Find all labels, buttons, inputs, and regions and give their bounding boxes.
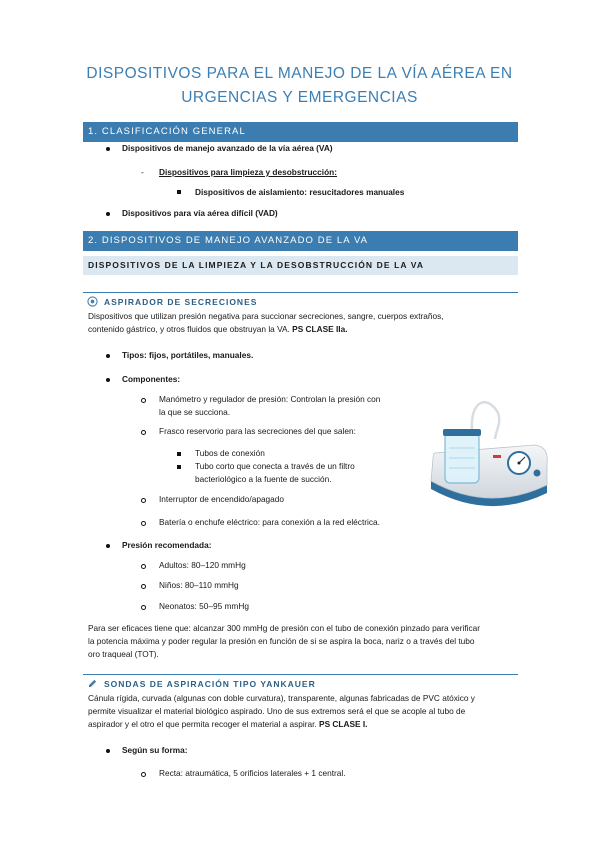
- gear-badge-icon: [87, 296, 98, 307]
- paragraph-line: Para ser eficaces tiene que: alcanzar 300 mmHg de presión con el tubo de conexión pinzado para verificar: [88, 623, 481, 633]
- list-item-presion: Presión recomendada:: [122, 540, 212, 550]
- bullet-dot: [106, 544, 110, 548]
- bullet-dot: [106, 354, 110, 358]
- bullet-square: [177, 190, 181, 194]
- bullet-ring: [141, 605, 146, 610]
- page-title: [0, 62, 599, 110]
- paragraph-sondas: [88, 692, 516, 731]
- bullet-ring: [141, 430, 146, 435]
- bullet-ring: [141, 398, 146, 403]
- list-item-manejo-avanzado: Dispositivos de manejo avanzado de la vía aérea (VA): [122, 143, 333, 153]
- list-item-neonatos: Neonatos: 50–95 mmHg: [159, 601, 249, 611]
- list-item-forma: Según su forma:: [122, 745, 188, 755]
- divider-rule: [83, 674, 518, 675]
- list-item-frasco: Frasco reservorio para las secreciones del que salen:: [159, 426, 356, 436]
- ps-class-label: PS CLASE I.: [319, 719, 368, 729]
- list-item-tubo-corto: [195, 460, 355, 486]
- list-item-line: la que se succiona.: [159, 407, 231, 417]
- paragraph-text: aspirador y el otro el que permita recoger el material a aspirar.: [88, 719, 320, 729]
- bullet-ring: [141, 498, 146, 503]
- bullet-ring: [141, 521, 146, 526]
- pencil-icon: [87, 678, 98, 689]
- heading-sondas: SONDAS DE ASPIRACIÓN TIPO YANKAUER: [104, 679, 316, 689]
- section-header-manejo-avanzado: 2. DISPOSITIVOS DE MANEJO AVANZADO DE LA VA: [83, 231, 518, 251]
- bullet-ring: [141, 564, 146, 569]
- list-item-tipos: Tipos: fijos, portátiles, manuales.: [122, 350, 254, 360]
- paragraph-line: permite visualizar el material biológico aspirado. Uno de sus extremos será el que se acople al tubo de: [88, 706, 466, 716]
- section-header-clasificacion: 1. CLASIFICACIÓN GENERAL: [83, 122, 518, 142]
- paragraph-line: Dispositivos que utilizan presión negativa para succionar secreciones, sangre, cuerpos extraños,: [88, 311, 444, 321]
- list-item-interruptor: Interruptor de encendido/apagado: [159, 494, 285, 504]
- paragraph-line: Cánula rígida, curvada (algunas con doble curvatura), transparente, algunas fabricadas de PVC atóxico y: [88, 693, 475, 703]
- list-item-ninos: Niños: 80–110 mmHg: [159, 580, 239, 590]
- paragraph-line: la potencia máxima y poder regular la presión en función de si se aspira la boca, nariz o a través del tubo: [88, 636, 475, 646]
- bullet-square: [177, 452, 181, 456]
- list-item-line: bacteriológico a la fuente de succión.: [195, 474, 332, 484]
- paragraph-line: oro traqueal (TOT).: [88, 649, 159, 659]
- list-item-adultos: Adultos: 80–120 mmHg: [159, 560, 246, 570]
- bullet-dot: [106, 147, 110, 151]
- bullet-dot: [106, 212, 110, 216]
- list-item-tubos: Tubos de conexión: [195, 448, 265, 458]
- bullet-square: [177, 465, 181, 469]
- dash-marker: -: [141, 167, 144, 177]
- paragraph-text: contenido gástrico, y otros fluidos que obstruyan la VA.: [88, 324, 293, 334]
- list-item-recta: Recta: atraumática, 5 orificios laterales + 1 central.: [159, 768, 346, 778]
- bullet-ring: [141, 584, 146, 589]
- list-item-componentes: Componentes:: [122, 374, 181, 384]
- bullet-ring: [141, 772, 146, 777]
- paragraph-line: [88, 323, 516, 336]
- list-item-line: Manómetro y regulador de presión: Controlan la presión con: [159, 394, 381, 404]
- divider-rule: [83, 292, 518, 293]
- page-title-line2: URGENCIAS Y EMERGENCIAS: [181, 89, 418, 106]
- page-title-line1: DISPOSITIVOS PARA EL MANEJO DE LA VÍA AÉREA EN: [86, 65, 513, 82]
- paragraph-aspirador: [88, 310, 516, 336]
- list-item-bateria: Batería o enchufe eléctrico: para conexión a la red eléctrica.: [159, 517, 380, 527]
- paragraph-eficacia: [88, 622, 516, 661]
- paragraph-line: [88, 718, 516, 731]
- list-item-limpieza: Dispositivos para limpieza y desobstrucción:: [159, 167, 337, 177]
- list-item-manometro: [159, 393, 380, 419]
- suction-device-image: [425, 393, 553, 513]
- list-item-aislamiento: Dispositivos de aislamiento: resucitadores manuales: [195, 187, 405, 197]
- list-item-vad: Dispositivos para vía aérea difícil (VAD): [122, 208, 278, 218]
- bullet-dot: [106, 378, 110, 382]
- bullet-dot: [106, 749, 110, 753]
- list-item-line: Tubo corto que conecta a través de un filtro: [195, 461, 355, 471]
- subsection-header-limpieza: DISPOSITIVOS DE LA LIMPIEZA Y LA DESOBSTRUCCIÓN DE LA VA: [83, 256, 518, 275]
- ps-class-label: PS CLASE IIa.: [292, 324, 348, 334]
- heading-aspirador: ASPIRADOR DE SECRECIONES: [104, 297, 258, 307]
